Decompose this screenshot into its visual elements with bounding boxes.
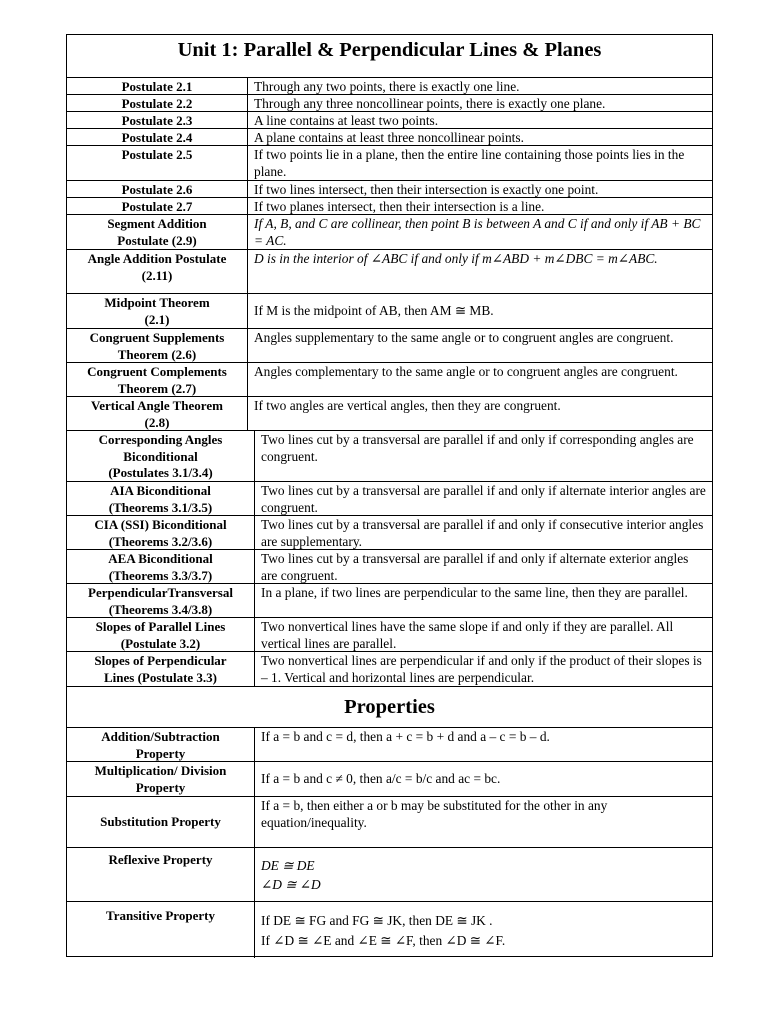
property-desc: If a = b and c = d, then a + c = b + d and a – c = b – d. <box>261 729 550 744</box>
transitive-line-1: If DE ≅ FG and FG ≅ JK, then DE ≅ JK . <box>261 913 493 928</box>
table-row <box>67 197 712 214</box>
table-row <box>67 180 712 197</box>
row-desc: Two lines cut by a transversal are parallel if and only if alternate interior angles are congruent. <box>261 483 706 515</box>
table-row <box>67 847 712 901</box>
row-desc: Two nonvertical lines have the same slope if and only if they are parallel. All vertical lines are parallel. <box>261 619 674 651</box>
row-name: Postulate 2.5 <box>67 146 248 180</box>
table-row <box>67 651 712 686</box>
table-row <box>67 214 712 249</box>
row-desc: Two lines cut by a transversal are parallel if and only if alternate exterior angles are congruent. <box>261 551 689 583</box>
table-row <box>67 901 712 958</box>
reflexive-line-2: ∠D ≅ ∠D <box>261 877 321 892</box>
row-name: PerpendicularTransversal (Theorems 3.4/3.8) <box>67 584 255 617</box>
row-name: Postulate 2.2 <box>67 95 248 111</box>
row-name: CIA (SSI) Biconditional (Theorems 3.2/3.6) <box>67 516 255 549</box>
row-name: Postulate 2.4 <box>67 129 248 145</box>
row-name: Vertical Angle Theorem (2.8) <box>67 397 248 430</box>
reference-sheet <box>66 34 713 957</box>
table-row <box>67 328 712 362</box>
table-row <box>67 77 712 94</box>
midpoint-text: If M is the midpoint of AB, then AM ≅ MB. <box>254 303 494 319</box>
table-row <box>67 396 712 430</box>
table-row <box>67 430 712 481</box>
table-row <box>67 481 712 515</box>
row-name: AEA Biconditional (Theorems 3.3/3.7) <box>67 550 255 583</box>
row-desc: A plane contains at least three noncollinear points. <box>254 130 524 145</box>
property-name: Transitive Property <box>67 902 255 958</box>
row-desc: Angles complementary to the same angle or to congruent angles are congruent. <box>254 364 678 379</box>
row-name: Postulate 2.3 <box>67 112 248 128</box>
row-desc: If A, B, and C are collinear, then point B is between A and C if and only if AB + BC = AC. <box>254 216 701 248</box>
substitution-label: Substitution Property <box>100 814 221 830</box>
row-name: Congruent Supplements Theorem (2.6) <box>67 329 248 362</box>
row-desc: Through any two points, there is exactly one line. <box>254 79 520 94</box>
row-desc: In a plane, if two lines are perpendicular to the same line, then they are parallel. <box>261 585 688 600</box>
property-name <box>67 797 255 847</box>
page-title: Unit 1: Parallel & Perpendicular Lines & Planes <box>177 39 602 61</box>
row-desc: If two angles are vertical angles, then they are congruent. <box>254 398 561 413</box>
row-name: Postulate 2.1 <box>67 78 248 94</box>
property-desc: If a = b, then either a or b may be substituted for the other in any equation/inequality. <box>261 798 608 830</box>
table-row <box>67 111 712 128</box>
row-name: Postulate 2.7 <box>67 198 248 214</box>
table-row <box>67 761 712 796</box>
mult-div-text: If a = b and c ≠ 0, then a/c = b/c and ac = bc. <box>261 771 501 787</box>
row-desc: Two lines cut by a transversal are parallel if and only if consecutive interior angles are supplementary. <box>261 517 704 549</box>
row-name: Segment Addition Postulate (2.9) <box>67 215 248 249</box>
table-row <box>67 94 712 111</box>
property-desc <box>261 902 712 958</box>
row-name: Corresponding Angles Biconditional (Postulates 3.1/3.4) <box>67 431 255 481</box>
table-row <box>67 727 712 761</box>
row-name: Angle Addition Postulate (2.11) <box>67 250 248 293</box>
property-desc <box>261 762 712 796</box>
row-desc: Two nonvertical lines are perpendicular if and only if the product of their slopes is – 1. Vertical and horizontal lines are perpendicular. <box>261 653 702 685</box>
table-row <box>67 617 712 651</box>
row-desc: If two planes intersect, then their intersection is a line. <box>254 199 545 214</box>
row-desc: Through any three noncollinear points, there is exactly one plane. <box>254 96 606 111</box>
transitive-line-2: If ∠D ≅ ∠E and ∠E ≅ ∠F, then ∠D ≅ ∠F. <box>261 933 506 948</box>
property-name: Multiplication/ Division Property <box>67 762 255 796</box>
row-desc: D is in the interior of ∠ABC if and only if m∠ABD + m∠DBC = m∠ABC. <box>254 251 658 266</box>
row-desc: Two lines cut by a transversal are parallel if and only if corresponding angles are congruent. <box>261 432 694 464</box>
row-desc <box>254 294 712 328</box>
property-desc <box>261 848 712 901</box>
table-row <box>67 583 712 617</box>
table-row <box>67 128 712 145</box>
row-name: Postulate 2.6 <box>67 181 248 197</box>
table-row <box>67 145 712 180</box>
row-name: AIA Biconditional (Theorems 3.1/3.5) <box>67 482 255 515</box>
row-name: Congruent Complements Theorem (2.7) <box>67 363 248 396</box>
table-row <box>67 549 712 583</box>
properties-heading: Properties <box>67 686 712 727</box>
table-row <box>67 515 712 549</box>
row-name: Slopes of Perpendicular Lines (Postulate 3.3) <box>67 652 255 686</box>
row-desc: A line contains at least two points. <box>254 113 439 128</box>
table-row <box>67 293 712 328</box>
row-desc: If two lines intersect, then their intersection is exactly one point. <box>254 182 599 197</box>
table-row <box>67 249 712 293</box>
row-name: Slopes of Parallel Lines (Postulate 3.2) <box>67 618 255 651</box>
row-desc: Angles supplementary to the same angle or to congruent angles are congruent. <box>254 330 674 345</box>
table-row <box>67 796 712 847</box>
row-name: Midpoint Theorem (2.1) <box>67 294 248 328</box>
row-desc: If two points lie in a plane, then the entire line containing those points lies in the plane. <box>254 147 685 179</box>
property-name: Reflexive Property <box>67 848 255 901</box>
table-row <box>67 362 712 396</box>
property-name: Addition/Subtraction Property <box>67 728 255 761</box>
reflexive-line-1: DE ≅ DE <box>261 858 315 873</box>
